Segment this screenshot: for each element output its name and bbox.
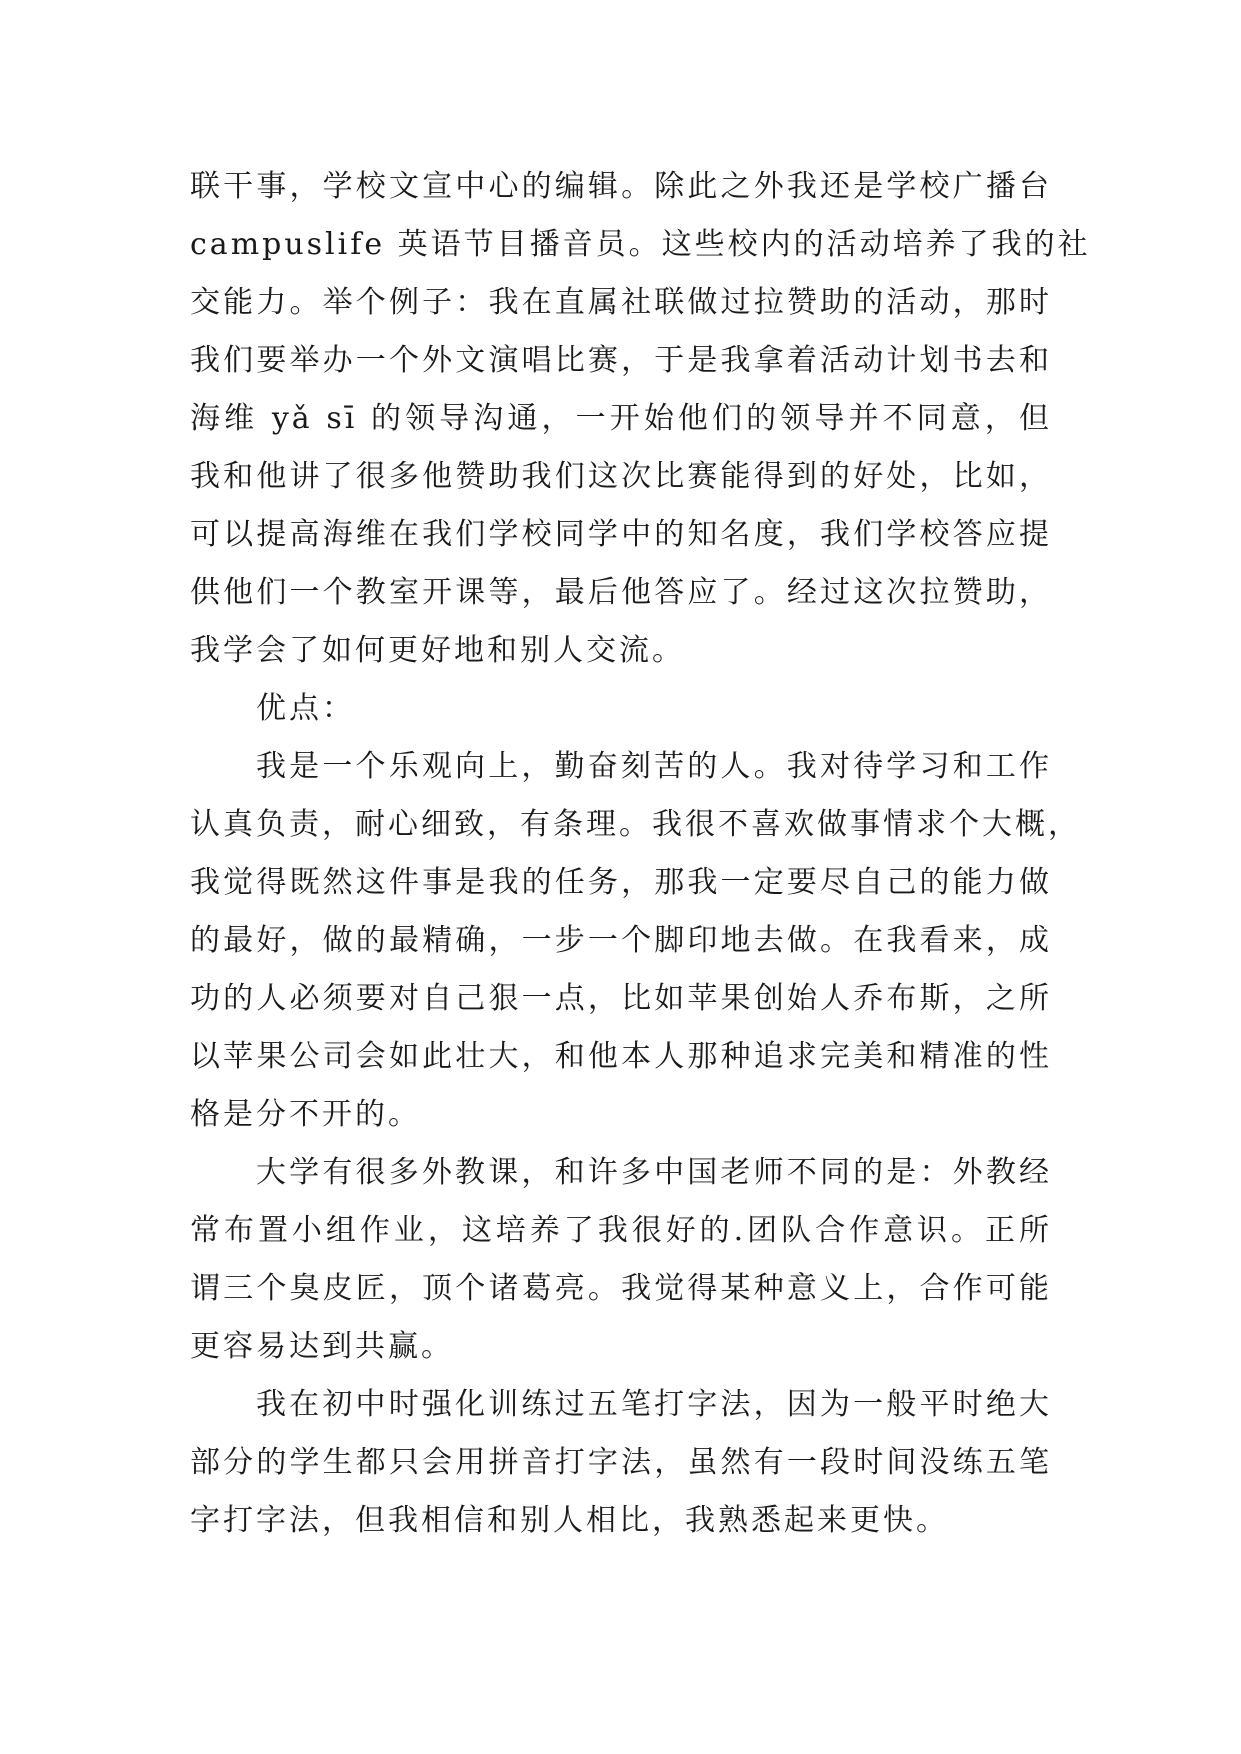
text-line: 联干事，学校文宣中心的编辑。除此之外我还是学校广播台 (190, 169, 1052, 204)
paragraph-2-heading (190, 680, 1052, 738)
text-line: 我在初中时强化训练过五笔打字法，因为一般平时绝大 (256, 1387, 1052, 1422)
paragraph-5 (190, 1376, 1052, 1550)
text-line: 可以提高海维在我们学校同学中的知名度，我们学校答应提 (190, 517, 1052, 552)
text-line: 字打字法，但我相信和别人相比，我熟悉起来更快。 (190, 1503, 949, 1538)
text-line: 的最好，做的最精确，一步一个脚印地去做。在我看来，成 (190, 923, 1052, 958)
text-line: 谓三个臭皮匠，顶个诸葛亮。我觉得某种意义上，合作可能 (190, 1271, 1052, 1306)
text-line: 认真负责，耐心细致，有条理。我很不喜欢做事情求个大概， (190, 807, 1081, 842)
text-line: 大学有很多外教课，和许多中国老师不同的是：外教经 (256, 1155, 1052, 1190)
text-line: 功的人必须要对自己狠一点，比如苹果创始人乔布斯，之所 (190, 981, 1052, 1016)
text-line: 常布置小组作业，这培养了我很好的.团队合作意识。正所 (190, 1213, 1052, 1248)
document-body (190, 158, 1091, 1550)
text-line: 我是一个乐观向上，勤奋刻苦的人。我对待学习和工作 (256, 749, 1052, 784)
text-line: 我觉得既然这件事是我的任务，那我一定要尽自己的能力做 (190, 865, 1052, 900)
paragraph-3 (190, 738, 1081, 1144)
text-line: 我和他讲了很多他赞助我们这次比赛能得到的好处，比如， (190, 459, 1052, 494)
paragraph-4 (190, 1144, 1052, 1376)
text-line: 部分的学生都只会用拼音打字法，虽然有一段时间没练五笔 (190, 1445, 1052, 1480)
text-line: 以苹果公司会如此壮大，和他本人那种追求完美和精准的性 (190, 1039, 1052, 1074)
paragraph-1 (190, 158, 1091, 680)
text-line: 我们要举办一个外文演唱比赛，于是我拿着活动计划书去和 (190, 343, 1052, 378)
text-line: 供他们一个教室开课等，最后他答应了。经过这次拉赞助， (190, 575, 1052, 610)
text-line: 交能力。举个例子：我在直属社联做过拉赞助的活动，那时 (190, 285, 1052, 320)
text-line: 格是分不开的。 (190, 1097, 421, 1132)
text-line: campuslife 英语节目播音员。这些校内的活动培养了我的社 (190, 227, 1091, 262)
text-line: 海维 yǎ sī 的领导沟通，一开始他们的领导并不同意，但 (190, 401, 1052, 436)
text-line: 更容易达到共赢。 (190, 1329, 454, 1364)
text-line: 我学会了如何更好地和别人交流。 (190, 633, 685, 668)
section-heading: 优点： (256, 691, 355, 726)
